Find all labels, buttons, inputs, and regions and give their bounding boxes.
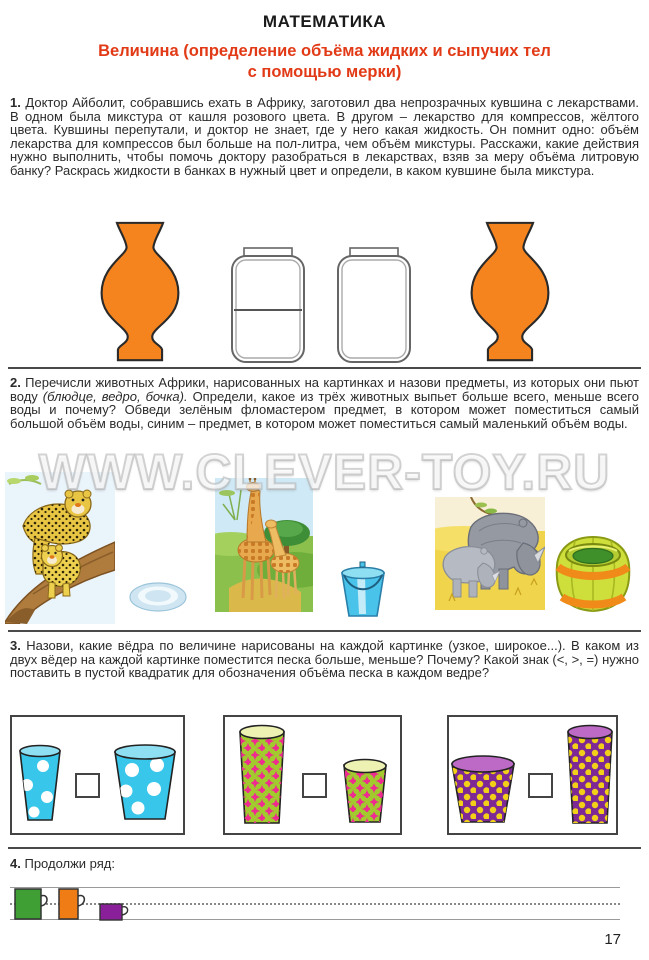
saucer-icon[interactable] <box>128 580 188 614</box>
task-4-number: 4. <box>10 856 21 871</box>
green-mug-icon <box>14 888 50 921</box>
section-heading <box>0 41 649 83</box>
answer-square-3[interactable] <box>528 773 553 798</box>
animals-illustration-row <box>0 470 649 630</box>
task-3-body: Назови, какие вёдра по величине нарисованы на каждой картинке (узкое, широкое...). В каком из двух вёдер на каждой картинке поместится песка больше, меньше? Почему? Какой знак (<, >, =) нужно поставить в пустой квадратик для обозначения объёма песка в каждом ведре? <box>10 638 639 681</box>
measuring-jar-empty-icon[interactable] <box>336 246 412 364</box>
task-4-body: Продолжи ряд: <box>24 856 115 871</box>
section-divider-3 <box>8 847 641 849</box>
task-3-text <box>10 639 639 680</box>
task-1-text <box>10 96 639 178</box>
jugs-illustration-row <box>0 219 649 364</box>
watermark: WWW.CLEVER-TOY.RU <box>38 444 611 500</box>
comparison-box-cyan <box>10 715 185 835</box>
rhinos-picture <box>435 497 545 610</box>
task-1-body: Доктор Айболит, собравшись ехать в Африку, заготовил два непрозрачных кувшина с лекарствами. В одном была микстура от кашля розового цвета. В другом – лекарство для компрессов, жёлтого цвета. Кувшины перепутали, и доктор не знает, где у него какая жидкость. Он помнит одно: объём лекарства для компрессов был больше на пол-литра, чем объём микстуры. Расскажи, какие действия нужно выполнить, чтобы помочь доктору разобраться в лекарствах, взяв за меру объёма литровую банку? Раскрась жидкости в банках в нужный цвет и определи, в каком кувшине была микстура. <box>10 95 639 178</box>
writing-line-top[interactable] <box>10 887 620 888</box>
section-heading-line1: Величина (определение объёма жидких и сыпучих тел <box>98 42 551 60</box>
section-divider-1 <box>8 367 641 369</box>
wide-purple-bucket-icon <box>450 754 516 826</box>
page-title: МАТЕМАТИКА <box>262 12 387 31</box>
comparison-box-green <box>223 715 402 835</box>
task-2-number: 2. <box>10 375 21 390</box>
orange-mug-icon <box>58 888 88 921</box>
section-divider-2 <box>8 630 641 632</box>
tall-green-bucket-icon <box>237 723 287 827</box>
task-2-body-italic: (блюдце, ведро, бочка). <box>42 388 188 404</box>
barrel-icon[interactable] <box>549 531 637 617</box>
task-3-number: 3. <box>10 638 21 653</box>
section-heading-line2: с помощью мерки) <box>247 63 402 81</box>
narrow-cyan-bucket-icon <box>18 740 62 824</box>
task-2-body-post: Определи, какое из трёх животных выпьет больше всего, меньше всего воды и почему? Обведи зелёным фломастером предмет, в котором может поместиться самый большой объём воды, синим – предмет, в котором может поместиться самый маленький объём воды. <box>10 388 639 431</box>
short-green-bucket-icon <box>342 756 388 826</box>
task-4-text <box>10 857 639 871</box>
wide-cyan-bucket-icon <box>113 743 177 823</box>
purple-mug-icon <box>99 903 131 921</box>
giraffes-picture <box>215 478 313 612</box>
measuring-jar-half-icon[interactable] <box>230 246 306 364</box>
tall-purple-bucket-icon <box>565 723 615 827</box>
orange-jug-left-icon <box>92 220 188 364</box>
comparison-box-purple <box>447 715 618 835</box>
task-1-number: 1. <box>10 95 21 110</box>
bucket-icon[interactable] <box>338 560 388 620</box>
task-2-body-pre: Перечисли животных Африки, нарисованных на картинках и назови предметы, из которых они пьют воду <box>10 375 639 404</box>
task-2-text <box>10 376 639 430</box>
leopards-picture <box>5 472 115 624</box>
page-number: 17 <box>604 931 621 948</box>
orange-jug-right-icon <box>462 220 558 364</box>
answer-square-2[interactable] <box>302 773 327 798</box>
answer-square-1[interactable] <box>75 773 100 798</box>
